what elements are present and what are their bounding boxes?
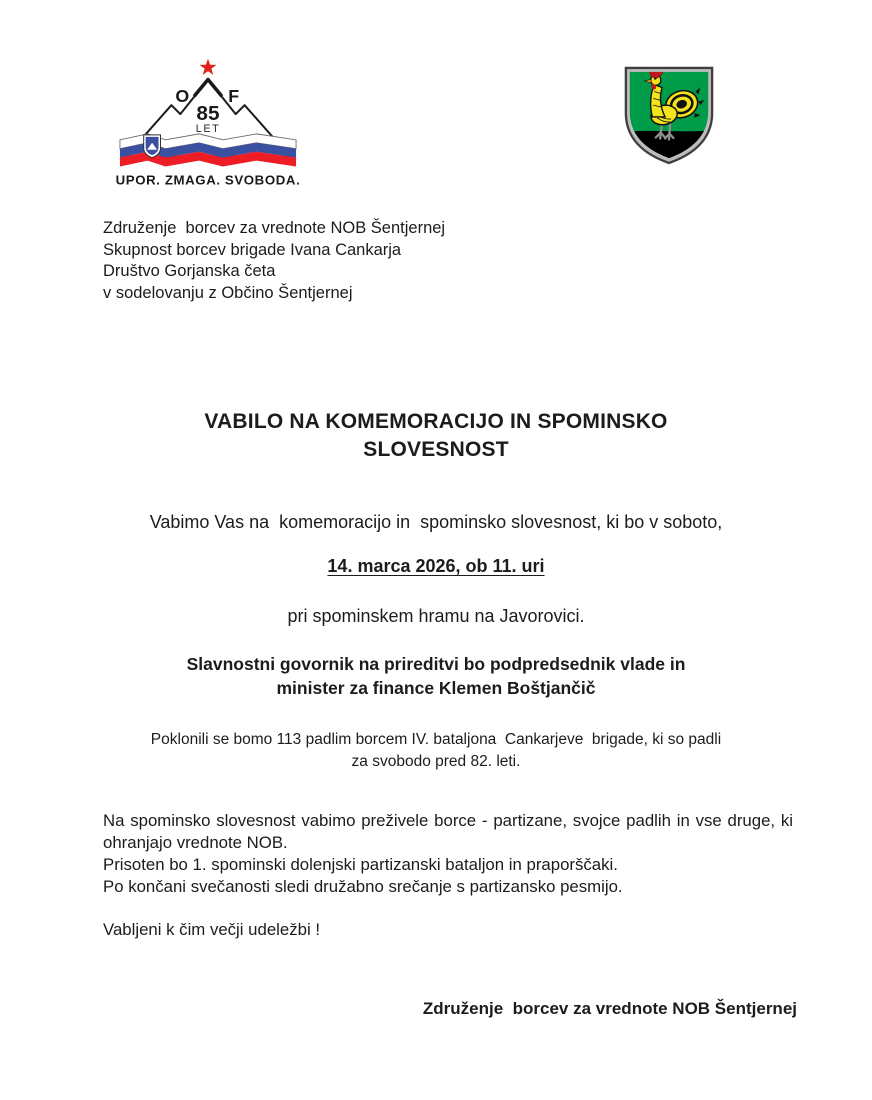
of-letter-o: O — [175, 86, 190, 107]
details-paragraph: Na spominsko slovesnost vabimo preživele borce - partizane, svojce padlih in vse druge, ki ohranjajo vrednote NOB. — [103, 811, 793, 852]
footer-signature: Združenje borcev za vrednote NOB Šentjernej — [422, 999, 797, 1018]
organizer-line-3: Društvo Gorjanska četa — [103, 262, 276, 280]
sentjernej-coat-of-arms — [620, 62, 718, 171]
of-motto: UPOR. ZMAGA. SVOBODA. — [115, 172, 301, 188]
speaker-announcement — [0, 652, 872, 700]
tribute-text — [0, 729, 872, 773]
of-star-icon — [199, 59, 216, 75]
details-line-3: Po končani svečanosti sledi družabno srečanje s partizansko pesmijo. — [103, 877, 623, 896]
speaker-line-1: Slavnostni govornik na prireditvi bo podpredsednik vlade in — [186, 654, 686, 674]
organizer-line-4: v sodelovanju z Občino Šentjernej — [103, 283, 353, 302]
title-line-2: SLOVESNOST — [363, 438, 509, 461]
invitation-line: Vabljeni k čim večji udeležbi ! — [103, 920, 321, 939]
tribute-line-2: za svobodo pred 82. leti. — [351, 753, 521, 770]
of-years-unit: LET — [195, 122, 221, 135]
of-85-logo — [114, 56, 302, 195]
of-years: 85 — [196, 102, 220, 126]
speaker-line-2: minister za finance Klemen Boštjančič — [276, 678, 596, 698]
title-line-1: VABILO NA KOMEMORACIJO IN SPOMINSKO — [204, 410, 668, 433]
of-85-logo-graphic — [114, 56, 302, 190]
rooster-arms-graphic — [620, 62, 718, 166]
event-location: pri spominskem hramu na Javorovici. — [287, 606, 585, 626]
details-block — [103, 810, 793, 898]
event-date: 14. marca 2026, ob 11. uri — [327, 556, 545, 576]
details-line-2: Prisoten bo 1. spominski dolenjski partizanski bataljon in praporščaki. — [103, 855, 618, 874]
tribute-line-1: Poklonili se bomo 113 padlim borcem IV. bataljona Cankarjeve brigade, ki so padli — [150, 731, 722, 748]
organizers-block — [103, 218, 445, 304]
slovenian-arms-icon — [144, 135, 161, 158]
organizer-line-1: Združenje borcev za vrednote NOB Šentjernej — [103, 219, 446, 237]
intro-line: Vabimo Vas na komemoracijo in spominsko slovesnost, ki bo v soboto, — [149, 512, 723, 532]
organizer-line-2: Skupnost borcev brigade Ivana Cankarja — [103, 240, 402, 259]
of-letter-f: F — [228, 86, 240, 107]
page-title — [0, 408, 872, 464]
